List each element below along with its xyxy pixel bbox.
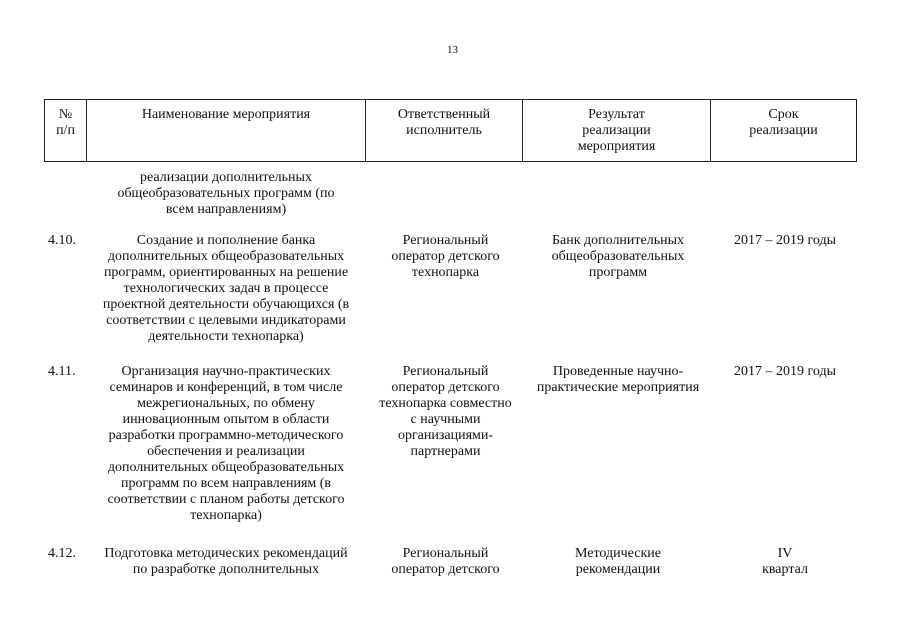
header-term: Срок реализации	[711, 100, 857, 162]
row-4-10-term: 2017 – 2019 годы	[733, 233, 837, 248]
row-4-11-term: 2017 – 2019 годы	[733, 364, 837, 379]
header-responsible: Ответственный исполнитель	[366, 100, 523, 162]
header-event-name: Наименование мероприятия	[87, 100, 366, 162]
row-4-11-name: Организация научно-практических семинаров и конференций, в том числе межрегиональных, по обмену инновационным опытом в области разработки программно-методического обеспечения и реализации дополнительных общеобразовательных программ по всем направлениям (в соответствии с планом работы детского технопарка)	[107, 364, 345, 523]
row-4-10-responsible: Региональный оператор детского технопарка	[391, 233, 500, 280]
header-result: Результат реализации мероприятия	[523, 100, 711, 162]
header-number: № п/п	[45, 100, 87, 162]
row-4-11-number: 4.11.	[48, 364, 76, 379]
row-4-11-responsible: Региональный оператор детского технопарка совместно с научными организациями- партнерами	[379, 364, 512, 459]
page-number: 13	[447, 44, 458, 56]
row-4-12-result: Методические рекомендации	[575, 546, 661, 577]
row-4-12-term: IV квартал	[762, 546, 808, 577]
table-header	[44, 99, 857, 162]
continuation-name: реализации дополнительных общеобразовательных программ (по всем направлениям)	[117, 170, 335, 217]
row-4-10-name: Создание и пополнение банка дополнительных общеобразовательных программ, ориентированных на решение технологических задач в процессе проектной деятельности обучающихся (в соответствии с целевыми индикаторами деятельности технопарка)	[102, 233, 350, 344]
row-4-11-result: Проведенные научно- практические мероприятия	[536, 364, 700, 395]
row-4-12-responsible: Региональный оператор детского	[391, 546, 500, 577]
row-4-12-number: 4.12.	[48, 546, 76, 561]
row-4-10-number: 4.10.	[48, 233, 76, 248]
row-4-10-result: Банк дополнительных общеобразовательных программ	[551, 233, 685, 280]
row-4-12-name: Подготовка методических рекомендаций по разработке дополнительных	[104, 546, 348, 577]
